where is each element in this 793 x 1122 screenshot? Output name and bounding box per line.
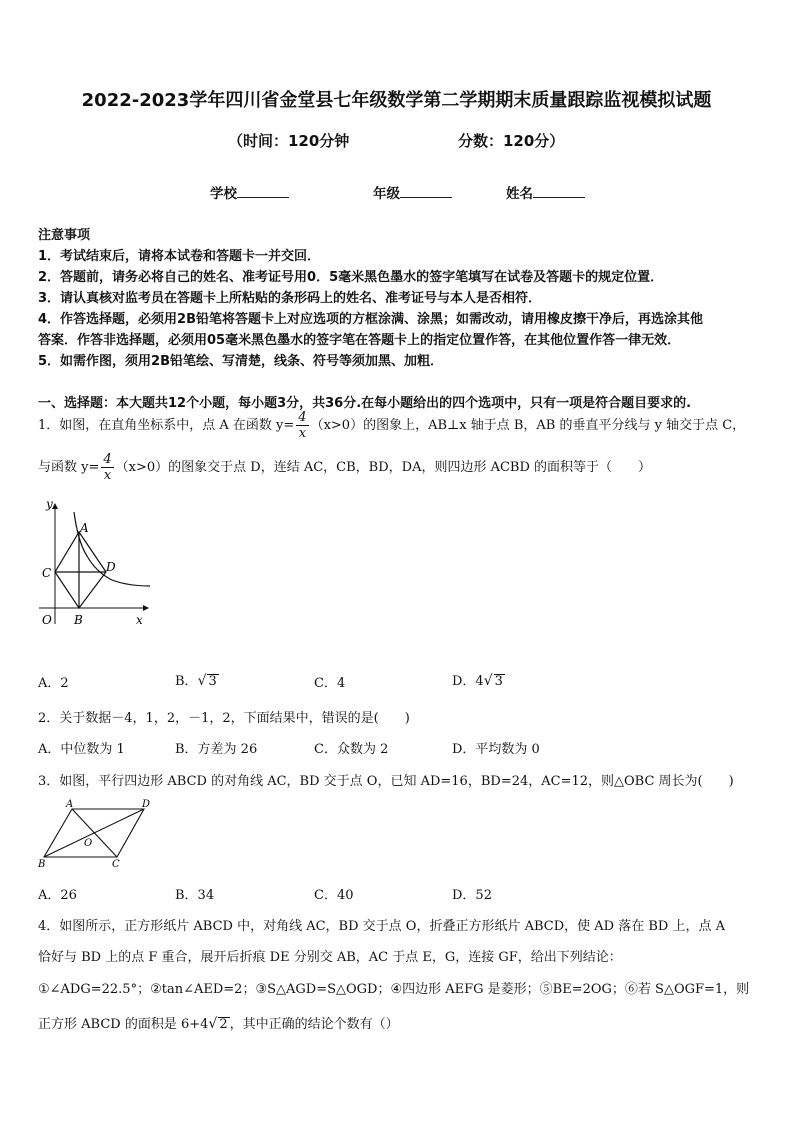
q4-line4-a: 正方形 ABCD 的面积是 6+4 (38, 1017, 209, 1032)
q3-figure (34, 796, 158, 870)
q1-text-c: 与函数 y= (38, 460, 100, 475)
q4-line3: ①∠ADG=22.5°；②tan∠AED=2；③S△AGD=S△OGD；④四边形 AEFG 是菱形；⑤BE=2OG；⑥若 S△OGF=1，则 (38, 982, 750, 997)
exam-time: （时间：120分钟 (228, 132, 350, 150)
label-d: D (106, 560, 116, 574)
q1-fraction-2 (101, 452, 113, 483)
q1-frac-den: x (298, 426, 307, 441)
q1-frac-num-2: 4 (103, 452, 112, 467)
q3-option-d: D．52 (452, 888, 492, 903)
label-a: A (80, 521, 89, 535)
note-item-2: 2．答题前，请务必将自己的姓名、准考证号用0．5毫米黑色墨水的签字笔填写在试卷及答题卡的规定位置． (38, 270, 664, 285)
q4-radicand: 2 (219, 1017, 228, 1032)
q3-option-c: C．40 (314, 888, 354, 903)
grade-label: 年级 (373, 186, 400, 202)
label-d: D (142, 799, 151, 810)
radical-icon: √ (197, 673, 207, 689)
q1-line2 (38, 452, 651, 483)
q3-option-b: B．34 (175, 888, 215, 903)
label-x: x (136, 613, 143, 627)
school-label: 学校 (210, 186, 237, 202)
label-b: B (38, 859, 46, 870)
q1-frac-den-2: x (103, 468, 112, 483)
q1-figure (34, 496, 158, 632)
q1-text-b: （x>0）的图象上，AB⊥x 轴于点 B，AB 的垂直平分线与 y 轴交于点 C， (310, 418, 746, 433)
school-field (210, 182, 289, 202)
q1-text-a: 1．如图，在直角坐标系中，点 A 在函数 y= (38, 418, 295, 433)
q1-line1 (38, 410, 745, 441)
radical-icon: √ (483, 673, 493, 689)
name-blank (533, 185, 585, 198)
q4-line4-b: ，其中正确的结论个数有（） (229, 1017, 399, 1032)
note-item-3: 3．请认真核对监考员在答题卡上所粘贴的条形码上的姓名、准考证号与本人是否相符． (38, 291, 542, 306)
q1-option-b-prefix: B． (175, 674, 198, 689)
label-c: C (42, 566, 52, 580)
q3-text: 3．如图，平行四边形 ABCD 的对角线 AC，BD 交于点 O，已知 AD=16，BD=24，AC=12，则△OBC 周长为( ) (38, 774, 734, 789)
name-label: 姓名 (506, 186, 533, 202)
q4-line2: 恰好与 BD 上的点 F 重合，展开后折痕 DE 分别交 AB，AC 于点 E，G，连接 GF，给出下列结论： (38, 950, 622, 965)
note-item-4: 4．作答选择题，必须用2B铅笔将答题卡上对应选项的方框涂满、涂黑；如需改动，请用橡皮擦干净后，再选涂其他 (38, 312, 704, 327)
q2-option-d: D．平均数为 0 (452, 742, 540, 757)
label-o: O (42, 613, 52, 627)
section-heading: 一、选择题：本大题共12个小题，每小题3分，共36分.在每小题给出的四个选项中，只有一项是符合题目要求的. (38, 396, 692, 411)
q1-option-c: C．4 (314, 676, 346, 691)
q2-text: 2．关于数据－4，1，2，－1，2，下面结果中，错误的是( ) (38, 711, 410, 726)
label-o: O (84, 838, 93, 849)
q4-line4 (38, 1013, 399, 1032)
q1-option-d (452, 670, 505, 689)
q3-option-a: A．26 (38, 888, 77, 903)
note-item-1: 1．考试结束后，请将本试卷和答题卡一并交回． (38, 249, 321, 264)
note-item-4-cont: 答案．作答非选择题，必须用05毫米黑色墨水的签字笔在答题卡上的指定位置作答，在其他位置作答一律无效． (38, 333, 681, 348)
q1-option-b (175, 670, 219, 689)
q1-option-a: A．2 (38, 676, 69, 691)
exam-title: 2022-2023学年四川省金堂县七年级数学第二学期期末质量跟踪监视模拟试题 (81, 90, 712, 111)
q1-fraction (296, 410, 308, 441)
name-field (506, 182, 585, 202)
radical-icon: √ (208, 1016, 218, 1032)
notes-heading: 注意事项 (38, 228, 91, 243)
exam-score: 分数：120分） (458, 132, 565, 150)
grade-field (373, 182, 452, 202)
q2-option-c: C．众数为 2 (314, 742, 389, 757)
label-y: y (46, 497, 53, 511)
grade-blank (400, 185, 452, 198)
q1-option-d-prefix: D．4 (452, 674, 484, 689)
q2-option-b: B．方差为 26 (175, 742, 258, 757)
q1-option-b-radicand: 3 (208, 674, 217, 689)
q1-option-d-radicand: 3 (494, 674, 503, 689)
q4-line1: 4．如图所示，正方形纸片 ABCD 中，对角线 AC，BD 交于点 O，折叠正方形纸片 ABCD，使 AD 落在 BD 上，点 A (38, 919, 725, 934)
label-b: B (74, 613, 83, 627)
q1-frac-num: 4 (298, 410, 307, 425)
school-blank (237, 185, 289, 198)
diagonal-bd (44, 809, 144, 857)
q1-text-d: （x>0）的图象交于点 D，连结 AC，CB，BD，DA，则四边形 ACBD 的面积等于（ ） (115, 460, 652, 475)
q2-option-a: A．中位数为 1 (38, 742, 125, 757)
label-a: A (66, 799, 74, 810)
note-item-5: 5．如需作图，须用2B铅笔绘、写清楚，线条、符号等须加黑、加粗． (38, 354, 443, 369)
label-c: C (112, 859, 120, 870)
